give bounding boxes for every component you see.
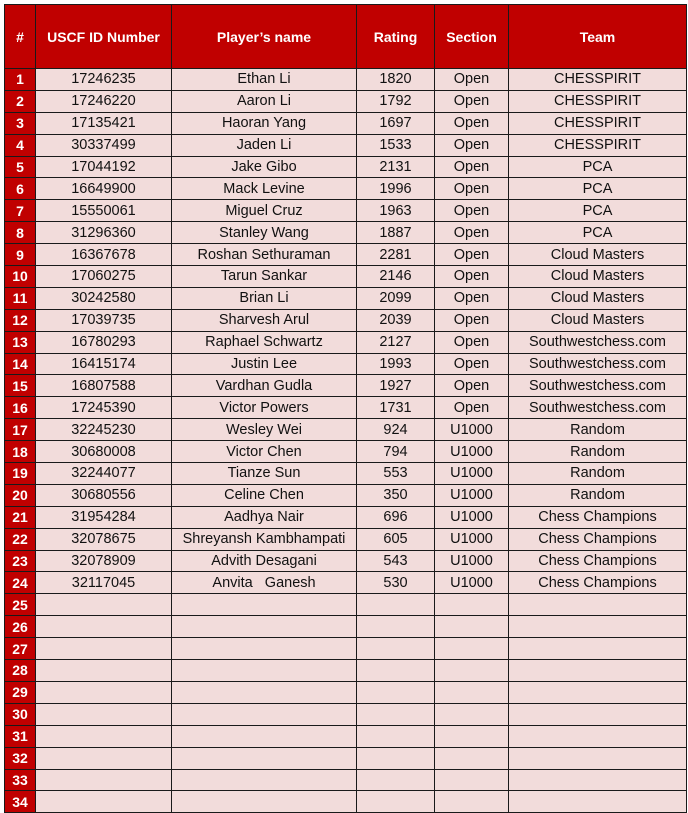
row-number: 26 [5, 616, 36, 638]
section-cell: Open [435, 90, 509, 112]
player-name-cell: Raphael Schwartz [172, 331, 357, 353]
section-cell: Open [435, 397, 509, 419]
row-number: 34 [5, 791, 36, 813]
section-cell: U1000 [435, 463, 509, 485]
table-row [5, 112, 687, 134]
uscf-id-cell [36, 703, 172, 725]
player-name-cell: Shreyansh Kambhampati [172, 528, 357, 550]
team-cell: CHESSPIRIT [509, 90, 687, 112]
row-number: 22 [5, 528, 36, 550]
section-cell [435, 594, 509, 616]
section-cell [435, 747, 509, 769]
uscf-id-cell: 17135421 [36, 112, 172, 134]
rating-cell [357, 725, 435, 747]
table-row [5, 725, 687, 747]
team-cell: CHESSPIRIT [509, 134, 687, 156]
uscf-id-cell [36, 791, 172, 813]
team-cell: CHESSPIRIT [509, 112, 687, 134]
row-number: 7 [5, 200, 36, 222]
player-name-cell: Miguel Cruz [172, 200, 357, 222]
team-cell: Chess Champions [509, 528, 687, 550]
rating-cell [357, 660, 435, 682]
rating-cell: 1887 [357, 222, 435, 244]
team-cell: PCA [509, 156, 687, 178]
header-uscf-id: USCF ID Number [36, 5, 172, 69]
uscf-id-cell [36, 660, 172, 682]
uscf-id-cell: 15550061 [36, 200, 172, 222]
player-name-cell: Jaden Li [172, 134, 357, 156]
player-name-cell: Justin Lee [172, 353, 357, 375]
player-name-cell [172, 594, 357, 616]
row-number: 30 [5, 703, 36, 725]
team-cell: Chess Champions [509, 506, 687, 528]
row-number: 2 [5, 90, 36, 112]
team-cell [509, 681, 687, 703]
row-number: 29 [5, 681, 36, 703]
table-row [5, 660, 687, 682]
row-number: 4 [5, 134, 36, 156]
section-cell: Open [435, 178, 509, 200]
row-number: 18 [5, 441, 36, 463]
player-name-cell: Roshan Sethuraman [172, 244, 357, 266]
table-row [5, 769, 687, 791]
section-cell: Open [435, 244, 509, 266]
table-row [5, 178, 687, 200]
team-cell: Cloud Masters [509, 287, 687, 309]
row-number: 12 [5, 309, 36, 331]
uscf-id-cell: 17060275 [36, 266, 172, 288]
rating-cell: 1697 [357, 112, 435, 134]
section-cell: Open [435, 112, 509, 134]
rating-cell: 1792 [357, 90, 435, 112]
table-row [5, 266, 687, 288]
player-name-cell [172, 703, 357, 725]
table-row [5, 528, 687, 550]
uscf-id-cell: 17246235 [36, 69, 172, 91]
row-number: 27 [5, 638, 36, 660]
header-row [5, 5, 687, 69]
team-cell: Southwestchess.com [509, 353, 687, 375]
uscf-id-cell [36, 638, 172, 660]
team-cell: PCA [509, 200, 687, 222]
player-name-cell: Brian Li [172, 287, 357, 309]
team-cell: PCA [509, 222, 687, 244]
row-number: 5 [5, 156, 36, 178]
rating-cell: 2127 [357, 331, 435, 353]
uscf-id-cell [36, 681, 172, 703]
team-cell [509, 747, 687, 769]
row-number: 16 [5, 397, 36, 419]
team-cell [509, 616, 687, 638]
team-cell: Southwestchess.com [509, 375, 687, 397]
rating-cell [357, 769, 435, 791]
section-cell [435, 616, 509, 638]
section-cell: U1000 [435, 506, 509, 528]
uscf-id-cell: 32117045 [36, 572, 172, 594]
table-row [5, 572, 687, 594]
rating-cell [357, 747, 435, 769]
rating-cell: 2099 [357, 287, 435, 309]
player-name-cell [172, 725, 357, 747]
rating-cell [357, 791, 435, 813]
rating-cell: 1996 [357, 178, 435, 200]
player-name-cell [172, 791, 357, 813]
rating-cell [357, 616, 435, 638]
player-name-cell: Advith Desagani [172, 550, 357, 572]
uscf-id-cell [36, 725, 172, 747]
team-cell [509, 791, 687, 813]
player-name-cell: Aaron Li [172, 90, 357, 112]
table-row [5, 156, 687, 178]
uscf-id-cell [36, 594, 172, 616]
table-row [5, 309, 687, 331]
uscf-id-cell: 30242580 [36, 287, 172, 309]
table-row [5, 90, 687, 112]
player-name-cell: Stanley Wang [172, 222, 357, 244]
section-cell [435, 703, 509, 725]
table-row [5, 69, 687, 91]
section-cell: Open [435, 309, 509, 331]
uscf-id-cell: 16780293 [36, 331, 172, 353]
uscf-id-cell: 17246220 [36, 90, 172, 112]
rating-cell: 2146 [357, 266, 435, 288]
table-row [5, 244, 687, 266]
row-number: 15 [5, 375, 36, 397]
player-name-cell: Mack Levine [172, 178, 357, 200]
uscf-id-cell: 17044192 [36, 156, 172, 178]
team-cell: Random [509, 419, 687, 441]
team-cell: CHESSPIRIT [509, 69, 687, 91]
player-name-cell [172, 660, 357, 682]
rating-cell: 605 [357, 528, 435, 550]
section-cell: Open [435, 331, 509, 353]
rating-cell: 924 [357, 419, 435, 441]
table-row [5, 287, 687, 309]
section-cell [435, 725, 509, 747]
team-cell: Chess Champions [509, 550, 687, 572]
table-row [5, 134, 687, 156]
section-cell: Open [435, 134, 509, 156]
rating-cell: 1731 [357, 397, 435, 419]
table-row [5, 331, 687, 353]
uscf-id-cell: 30680556 [36, 484, 172, 506]
table-row [5, 594, 687, 616]
table-row [5, 703, 687, 725]
row-number: 10 [5, 266, 36, 288]
rating-cell [357, 681, 435, 703]
rating-cell [357, 703, 435, 725]
player-name-cell: Vardhan Gudla [172, 375, 357, 397]
team-cell: Cloud Masters [509, 309, 687, 331]
player-name-cell [172, 638, 357, 660]
table-row [5, 484, 687, 506]
uscf-id-cell: 30337499 [36, 134, 172, 156]
team-cell: Random [509, 463, 687, 485]
section-cell: Open [435, 266, 509, 288]
table-header [5, 5, 687, 69]
section-cell: Open [435, 375, 509, 397]
player-name-cell [172, 747, 357, 769]
player-name-cell: Haoran Yang [172, 112, 357, 134]
player-name-cell: Anvita Ganesh [172, 572, 357, 594]
section-cell: U1000 [435, 484, 509, 506]
table-row [5, 681, 687, 703]
section-cell: Open [435, 200, 509, 222]
rating-cell: 794 [357, 441, 435, 463]
section-cell: U1000 [435, 572, 509, 594]
table-row [5, 616, 687, 638]
team-cell: Southwestchess.com [509, 331, 687, 353]
rating-cell: 2281 [357, 244, 435, 266]
rating-cell: 1927 [357, 375, 435, 397]
uscf-id-cell: 16807588 [36, 375, 172, 397]
row-number: 21 [5, 506, 36, 528]
rating-cell: 1963 [357, 200, 435, 222]
player-name-cell: Victor Powers [172, 397, 357, 419]
section-cell [435, 638, 509, 660]
player-name-cell: Tianze Sun [172, 463, 357, 485]
rating-cell [357, 594, 435, 616]
player-name-cell: Victor Chen [172, 441, 357, 463]
table-row [5, 397, 687, 419]
team-cell [509, 660, 687, 682]
table-row [5, 353, 687, 375]
player-name-cell: Celine Chen [172, 484, 357, 506]
rating-cell: 1820 [357, 69, 435, 91]
table-row [5, 506, 687, 528]
team-cell [509, 725, 687, 747]
section-cell [435, 791, 509, 813]
rating-cell: 696 [357, 506, 435, 528]
player-name-cell [172, 769, 357, 791]
uscf-id-cell [36, 769, 172, 791]
table-row [5, 222, 687, 244]
header-player-name: Player’s name [172, 5, 357, 69]
uscf-id-cell: 17245390 [36, 397, 172, 419]
section-cell [435, 769, 509, 791]
row-number: 25 [5, 594, 36, 616]
uscf-id-cell: 32244077 [36, 463, 172, 485]
table-row [5, 441, 687, 463]
header-num: # [5, 5, 36, 69]
row-number: 32 [5, 747, 36, 769]
table-row [5, 791, 687, 813]
player-name-cell: Aadhya Nair [172, 506, 357, 528]
uscf-id-cell: 16649900 [36, 178, 172, 200]
header-team: Team [509, 5, 687, 69]
row-number: 33 [5, 769, 36, 791]
row-number: 19 [5, 463, 36, 485]
player-name-cell: Ethan Li [172, 69, 357, 91]
uscf-id-cell [36, 616, 172, 638]
table-row [5, 200, 687, 222]
row-number: 6 [5, 178, 36, 200]
header-section: Section [435, 5, 509, 69]
rating-cell: 2039 [357, 309, 435, 331]
row-number: 8 [5, 222, 36, 244]
team-cell [509, 638, 687, 660]
row-number: 11 [5, 287, 36, 309]
row-number: 14 [5, 353, 36, 375]
row-number: 24 [5, 572, 36, 594]
rating-cell: 2131 [357, 156, 435, 178]
table-row [5, 375, 687, 397]
section-cell: U1000 [435, 441, 509, 463]
uscf-id-cell: 31296360 [36, 222, 172, 244]
row-number: 13 [5, 331, 36, 353]
row-number: 17 [5, 419, 36, 441]
section-cell: Open [435, 156, 509, 178]
rating-cell: 553 [357, 463, 435, 485]
row-number: 23 [5, 550, 36, 572]
section-cell [435, 681, 509, 703]
team-cell [509, 703, 687, 725]
row-number: 3 [5, 112, 36, 134]
uscf-id-cell: 16367678 [36, 244, 172, 266]
uscf-id-cell: 32078909 [36, 550, 172, 572]
header-rating: Rating [357, 5, 435, 69]
row-number: 9 [5, 244, 36, 266]
table-row [5, 419, 687, 441]
section-cell: U1000 [435, 528, 509, 550]
team-cell [509, 594, 687, 616]
table-row [5, 638, 687, 660]
player-name-cell: Sharvesh Arul [172, 309, 357, 331]
uscf-id-cell [36, 747, 172, 769]
uscf-id-cell: 32245230 [36, 419, 172, 441]
team-cell: Random [509, 484, 687, 506]
table-row [5, 747, 687, 769]
table-body [5, 69, 687, 813]
player-name-cell: Wesley Wei [172, 419, 357, 441]
rating-cell [357, 638, 435, 660]
uscf-id-cell: 30680008 [36, 441, 172, 463]
player-name-cell [172, 616, 357, 638]
team-cell: Cloud Masters [509, 266, 687, 288]
row-number: 28 [5, 660, 36, 682]
uscf-id-cell: 32078675 [36, 528, 172, 550]
roster-table [4, 4, 687, 813]
section-cell: U1000 [435, 419, 509, 441]
team-cell: Random [509, 441, 687, 463]
rating-cell: 1533 [357, 134, 435, 156]
rating-cell: 1993 [357, 353, 435, 375]
row-number: 20 [5, 484, 36, 506]
section-cell [435, 660, 509, 682]
row-number: 31 [5, 725, 36, 747]
table-row [5, 550, 687, 572]
team-cell: Cloud Masters [509, 244, 687, 266]
team-cell: Southwestchess.com [509, 397, 687, 419]
uscf-id-cell: 17039735 [36, 309, 172, 331]
rating-cell: 543 [357, 550, 435, 572]
section-cell: Open [435, 69, 509, 91]
section-cell: Open [435, 222, 509, 244]
rating-cell: 530 [357, 572, 435, 594]
player-name-cell: Jake Gibo [172, 156, 357, 178]
uscf-id-cell: 31954284 [36, 506, 172, 528]
row-number: 1 [5, 69, 36, 91]
team-cell: Chess Champions [509, 572, 687, 594]
team-cell [509, 769, 687, 791]
team-cell: PCA [509, 178, 687, 200]
rating-cell: 350 [357, 484, 435, 506]
player-name-cell: Tarun Sankar [172, 266, 357, 288]
section-cell: U1000 [435, 550, 509, 572]
section-cell: Open [435, 353, 509, 375]
uscf-id-cell: 16415174 [36, 353, 172, 375]
table-row [5, 463, 687, 485]
player-name-cell [172, 681, 357, 703]
section-cell: Open [435, 287, 509, 309]
